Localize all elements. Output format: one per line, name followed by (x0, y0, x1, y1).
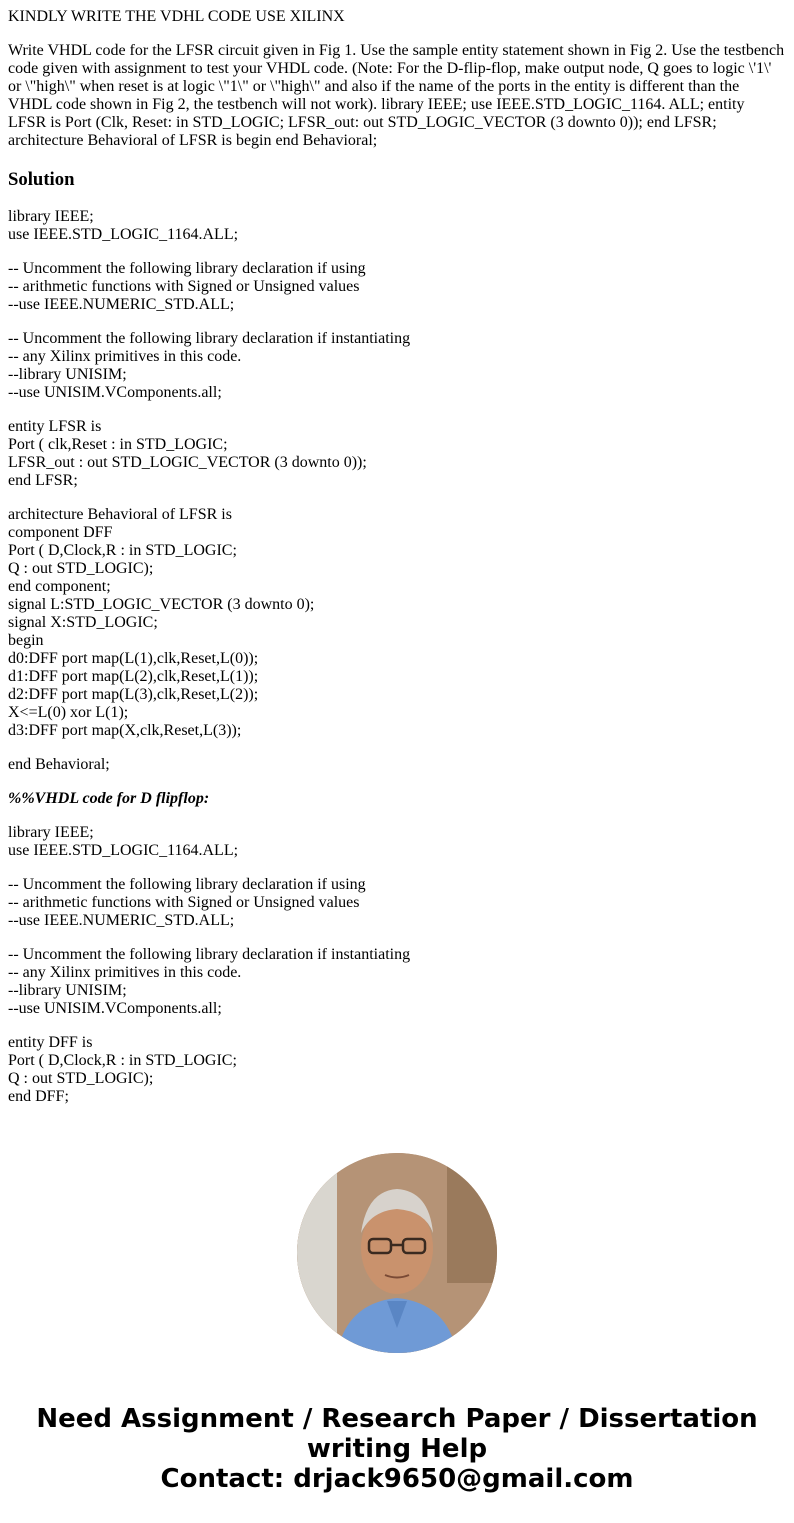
lfsr-code-block (8, 208, 786, 774)
code-line: --use IEEE.NUMERIC_STD.ALL; (8, 296, 235, 313)
code-line: signal X:STD_LOGIC; (8, 614, 158, 631)
solution-heading: Solution (8, 169, 75, 190)
code-line: -- Uncomment the following library declaration if using (8, 260, 366, 277)
code-line: end DFF; (8, 1088, 69, 1105)
code-line: component DFF (8, 524, 113, 541)
code-line: d0:DFF port map(L(1),clk,Reset,L(0)); (8, 650, 259, 667)
code-line: Port ( clk,Reset : in STD_LOGIC; (8, 436, 228, 453)
code-line: --library UNISIM; (8, 982, 127, 999)
code-line: -- any Xilinx primitives in this code. (8, 964, 242, 981)
code-line: d2:DFF port map(L(3),clk,Reset,L(2)); (8, 686, 259, 703)
code-line: --use IEEE.NUMERIC_STD.ALL; (8, 912, 235, 929)
code-spacer (8, 1018, 786, 1034)
code-line: end LFSR; (8, 472, 78, 489)
footer-banner (0, 1404, 794, 1494)
code-line: -- Uncomment the following library declaration if using (8, 876, 366, 893)
code-line: d1:DFF port map(L(2),clk,Reset,L(1)); (8, 668, 259, 685)
footer-line-1: Need Assignment / Research Paper / Dissertation (36, 1404, 758, 1434)
code-line: -- Uncomment the following library declaration if instantiating (8, 946, 411, 963)
code-line: Q : out STD_LOGIC); (8, 1070, 154, 1087)
code-line: library IEEE; (8, 208, 94, 225)
code-line: -- any Xilinx primitives in this code. (8, 348, 242, 365)
code-spacer (8, 314, 786, 330)
code-line: entity LFSR is (8, 418, 102, 435)
code-spacer (8, 740, 786, 756)
code-line: Port ( D,Clock,R : in STD_LOGIC; (8, 1052, 237, 1069)
code-line: use IEEE.STD_LOGIC_1164.ALL; (8, 226, 239, 243)
code-line: architecture Behavioral of LFSR is (8, 506, 232, 523)
code-line: d3:DFF port map(X,clk,Reset,L(3)); (8, 722, 242, 739)
code-line: Port ( D,Clock,R : in STD_LOGIC; (8, 542, 237, 559)
footer-line-2: writing Help (306, 1434, 488, 1464)
code-line: signal L:STD_LOGIC_VECTOR (3 downto 0); (8, 596, 315, 613)
dff-code-label (8, 790, 786, 808)
code-spacer (8, 490, 786, 506)
code-line: use IEEE.STD_LOGIC_1164.ALL; (8, 842, 239, 859)
code-line: --library UNISIM; (8, 366, 127, 383)
code-line: end component; (8, 578, 111, 595)
code-line: -- arithmetic functions with Signed or Unsigned values (8, 894, 360, 911)
code-spacer (8, 402, 786, 418)
author-avatar (297, 1153, 497, 1353)
code-line: --use UNISIM.VComponents.all; (8, 1000, 222, 1017)
code-line: -- arithmetic functions with Signed or Unsigned values (8, 278, 360, 295)
dff-label: %%VHDL code for D flipflop: (8, 790, 210, 807)
code-line: entity DFF is (8, 1034, 93, 1051)
code-line: X<=L(0) xor L(1); (8, 704, 129, 721)
question-text: Write VHDL code for the LFSR circuit given in Fig 1. Use the sample entity statement shown in Fig 2. Use the testbench code given with assignment to test your VHDL code. (Note: For the D-flip-flop, make output node, Q goes to logic \'1\' or \"high\" when reset is at logic \"1\" or \"high\" and also if the name of the ports in the entity is different than the VHDL code shown in Fig 2, the testbench will not work). library IEEE; use IEEE.STD_LOGIC_1164. ALL; entity LFSR is Port (Clk, Reset: in STD_LOGIC; LFSR_out: out STD_LOGIC_VECTOR (3 downto 0)); end LFSR; architecture Behavioral of LFSR is begin end Behavioral; (8, 42, 785, 149)
code-line: --use UNISIM.VComponents.all; (8, 384, 222, 401)
code-line: Q : out STD_LOGIC); (8, 560, 154, 577)
code-line: -- Uncomment the following library declaration if instantiating (8, 330, 411, 347)
code-spacer (8, 930, 786, 946)
code-spacer (8, 860, 786, 876)
question-title: KINDLY WRITE THE VDHL CODE USE XILINX (8, 8, 345, 25)
code-line: end Behavioral; (8, 756, 110, 773)
code-spacer (8, 244, 786, 260)
code-line: LFSR_out : out STD_LOGIC_VECTOR (3 downto 0)); (8, 454, 367, 471)
code-line: begin (8, 632, 44, 649)
avatar-portrait (297, 1153, 497, 1353)
dff-code-block (8, 824, 786, 1106)
footer-contact: Contact: drjack9650@gmail.com (160, 1464, 634, 1494)
code-line: library IEEE; (8, 824, 94, 841)
